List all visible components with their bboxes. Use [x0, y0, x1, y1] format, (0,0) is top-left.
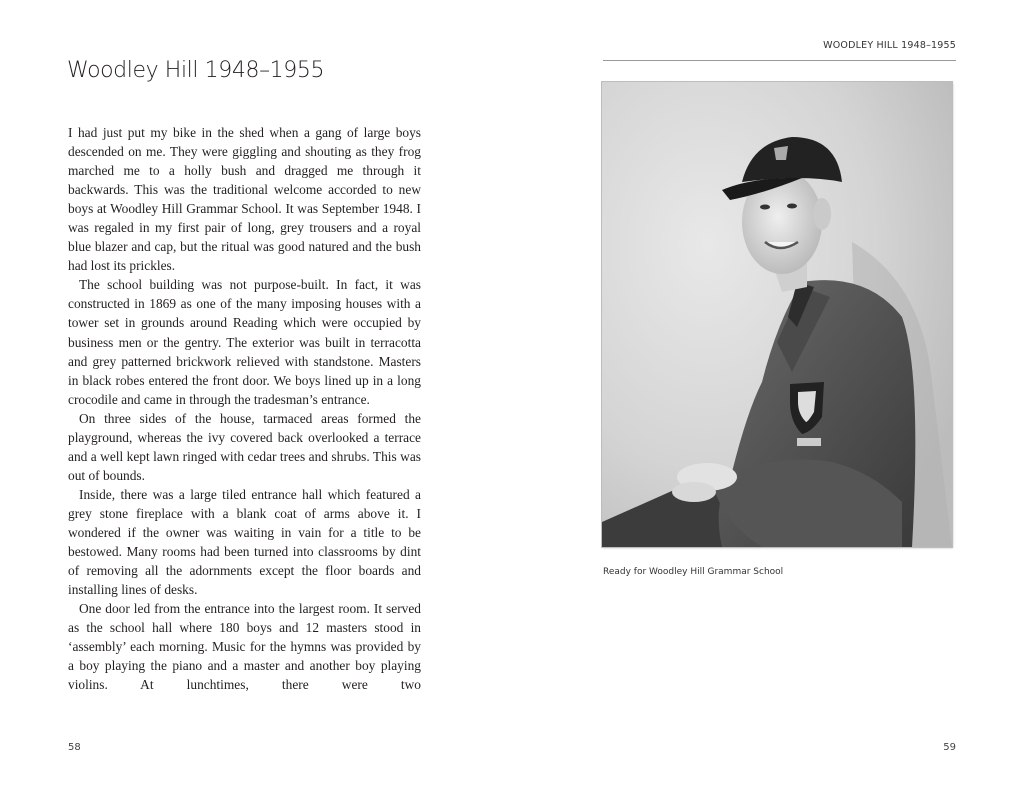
paragraph-2: The school building was not purpose-built. In fact, it was constructed in 1869 as one of the many imposing houses with a tower set in grounds around Reading which were occupied by business men or the gentry. The exterior was built in terracotta and grey patterned brickwork relieved with standstone. Masters in black robes entered the front door. We boys lined up in a long crocodile and came in through the tradesman’s entrance. [68, 277, 421, 407]
header-rule [603, 60, 956, 61]
running-head: WOODLEY HILL 1948–1955 [823, 40, 956, 51]
page-number-right: 59 [943, 742, 956, 753]
page-number-left: 58 [68, 742, 81, 753]
paragraph-4: Inside, there was a large tiled entrance hall which featured a grey stone fireplace with a blank coat of arms above it. I wondered if the owner was waiting in vain for a title to be bestowed. Many rooms had been turned into classrooms by dint of removing all the adornments except the floor boards and installing lines of desks. [68, 486, 421, 598]
right-page [512, 0, 1024, 796]
photo-illustration [602, 82, 952, 547]
portrait-photo [602, 82, 952, 547]
paragraph-3: On three sides of the house, tarmaced areas formed the playground, whereas the ivy covered back overlooked a terrace and a well kept lawn ringed with cedar trees and shrubs. This was out of bounds. [68, 410, 421, 483]
paragraph-1: I had just put my bike in the shed when a gang of large boys descended on me. They were giggling and shouting as they frog marched me to a holly bush and dragged me through it backwards. This was the traditional welcome accorded to new boys at Woodley Hill Grammar School. It was September 1948. I was regaled in my first pair of long, grey trousers and a royal blue blazer and cap, but the ritual was good natured and the bush had lost its prickles. [68, 125, 421, 274]
photo-caption: Ready for Woodley Hill Grammar School [603, 567, 784, 577]
body-text [68, 123, 421, 694]
paragraph-5: One door led from the entrance into the largest room. It served as the school hall where 180 boys and 12 masters stood in ‘assembly’ each morning. Music for the hymns was provided by a boy playing the piano and a master and another boy playing violins. At lunchtimes, there were two [68, 601, 421, 693]
chapter-title: Woodley Hill 1948–1955 [67, 58, 325, 83]
